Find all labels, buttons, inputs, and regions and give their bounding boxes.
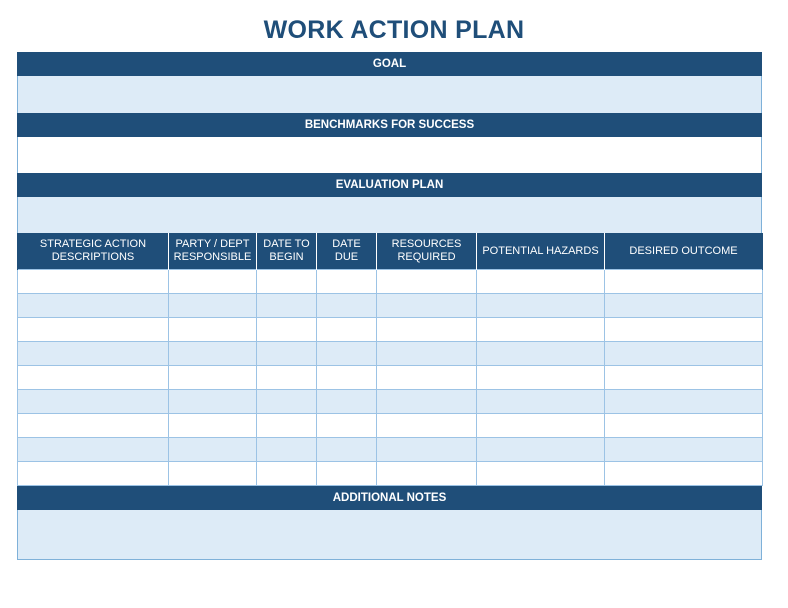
action-plan-sheet (17, 52, 762, 560)
table-cell[interactable] (18, 366, 169, 390)
notes-header: ADDITIONAL NOTES (17, 486, 762, 510)
table-row (18, 342, 763, 366)
goal-field[interactable] (17, 76, 762, 113)
table-cell[interactable] (169, 438, 257, 462)
table-cell[interactable] (477, 342, 605, 366)
col-header-strategic-action: STRATEGIC ACTION DESCRIPTIONS (18, 233, 169, 270)
table-cell[interactable] (605, 294, 763, 318)
table-cell[interactable] (477, 462, 605, 486)
col-header-party-dept: PARTY / DEPT RESPONSIBLE (169, 233, 257, 270)
table-row (18, 438, 763, 462)
goal-header: GOAL (17, 52, 762, 76)
table-cell[interactable] (257, 270, 317, 294)
table-cell[interactable] (377, 270, 477, 294)
table-cell[interactable] (317, 270, 377, 294)
table-cell[interactable] (605, 414, 763, 438)
table-cell[interactable] (477, 366, 605, 390)
table-cell[interactable] (257, 366, 317, 390)
table-cell[interactable] (317, 438, 377, 462)
table-cell[interactable] (605, 366, 763, 390)
table-cell[interactable] (18, 270, 169, 294)
table-cell[interactable] (18, 342, 169, 366)
table-cell[interactable] (257, 390, 317, 414)
table-cell[interactable] (317, 390, 377, 414)
evaluation-header: EVALUATION PLAN (17, 173, 762, 197)
table-cell[interactable] (169, 294, 257, 318)
table-row (18, 414, 763, 438)
table-cell[interactable] (317, 342, 377, 366)
table-cell[interactable] (377, 438, 477, 462)
table-cell[interactable] (317, 462, 377, 486)
col-header-resources: RESOURCES REQUIRED (377, 233, 477, 270)
table-cell[interactable] (605, 462, 763, 486)
col-header-hazards: POTENTIAL HAZARDS (477, 233, 605, 270)
table-cell[interactable] (477, 438, 605, 462)
table-cell[interactable] (477, 390, 605, 414)
col-header-date-due: DATE DUE (317, 233, 377, 270)
table-row (18, 462, 763, 486)
table-cell[interactable] (257, 414, 317, 438)
table-cell[interactable] (257, 342, 317, 366)
table-row (18, 294, 763, 318)
table-cell[interactable] (317, 414, 377, 438)
table-body (18, 270, 763, 486)
table-cell[interactable] (477, 294, 605, 318)
table-header-row (18, 233, 763, 270)
table-cell[interactable] (169, 318, 257, 342)
evaluation-field[interactable] (17, 197, 762, 233)
table-row (18, 366, 763, 390)
table-cell[interactable] (169, 366, 257, 390)
table-cell[interactable] (169, 342, 257, 366)
action-table (17, 233, 763, 486)
col-header-date-begin: DATE TO BEGIN (257, 233, 317, 270)
col-header-outcome: DESIRED OUTCOME (605, 233, 763, 270)
page-title: WORK ACTION PLAN (263, 16, 525, 44)
table-cell[interactable] (377, 414, 477, 438)
table-cell[interactable] (605, 438, 763, 462)
table-cell[interactable] (605, 390, 763, 414)
table-cell[interactable] (257, 462, 317, 486)
benchmarks-header: BENCHMARKS FOR SUCCESS (17, 113, 762, 137)
table-cell[interactable] (18, 462, 169, 486)
table-cell[interactable] (605, 270, 763, 294)
table-cell[interactable] (317, 318, 377, 342)
table-cell[interactable] (257, 438, 317, 462)
table-cell[interactable] (477, 318, 605, 342)
table-cell[interactable] (257, 294, 317, 318)
table-cell[interactable] (377, 366, 477, 390)
table-cell[interactable] (317, 366, 377, 390)
table-cell[interactable] (477, 270, 605, 294)
table-cell[interactable] (18, 318, 169, 342)
table-row (18, 390, 763, 414)
table-cell[interactable] (18, 390, 169, 414)
table-cell[interactable] (169, 462, 257, 486)
table-cell[interactable] (18, 438, 169, 462)
table-cell[interactable] (605, 342, 763, 366)
table-row (18, 270, 763, 294)
table-cell[interactable] (257, 318, 317, 342)
table-cell[interactable] (605, 318, 763, 342)
table-cell[interactable] (317, 294, 377, 318)
table-cell[interactable] (169, 270, 257, 294)
table-cell[interactable] (169, 390, 257, 414)
benchmarks-field[interactable] (17, 137, 762, 173)
table-cell[interactable] (377, 294, 477, 318)
notes-field[interactable] (17, 510, 762, 560)
table-cell[interactable] (477, 414, 605, 438)
table-cell[interactable] (377, 390, 477, 414)
table-row (18, 318, 763, 342)
table-cell[interactable] (169, 414, 257, 438)
table-cell[interactable] (18, 414, 169, 438)
table-cell[interactable] (377, 318, 477, 342)
table-cell[interactable] (18, 294, 169, 318)
table-cell[interactable] (377, 342, 477, 366)
table-cell[interactable] (377, 462, 477, 486)
